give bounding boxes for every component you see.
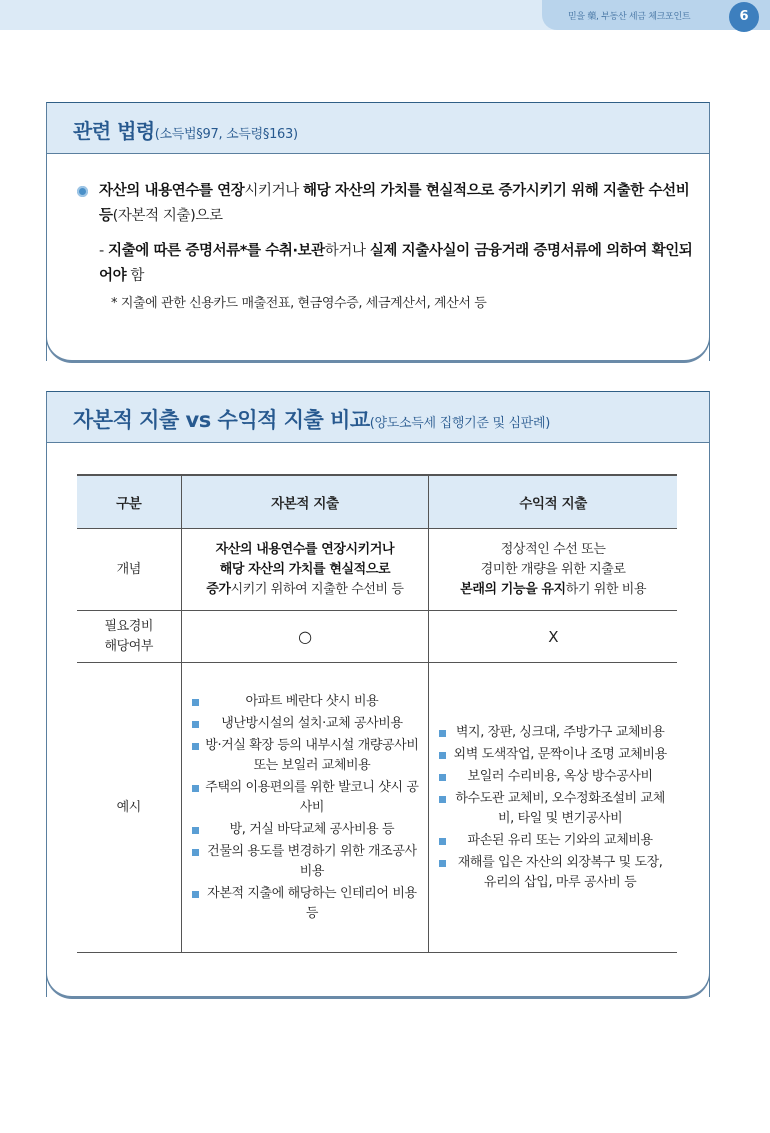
running-title: 믿을 藥, 부동산 세금 체크포인트 — [568, 12, 691, 22]
square-bullet-icon — [439, 752, 446, 759]
list-item — [192, 692, 421, 712]
list-item-text: 냉난방시설의 설치·교체 공사비용 — [221, 715, 403, 731]
list-item-text: 방·거실 확장 등의 내부시설 개량공사비 또는 보일러 교체비용 — [205, 737, 419, 773]
list-item-text: 아파트 베란다 샷시 비용 — [245, 693, 379, 709]
related-law-box — [46, 102, 710, 361]
table-row-examples — [77, 663, 677, 953]
list-item-text: 건물의 용도를 변경하기 위한 개조공사비용 — [207, 843, 417, 879]
list-item — [192, 778, 421, 818]
capital-examples — [181, 663, 429, 953]
square-bullet-icon — [192, 743, 199, 750]
section2-title: 자본적 지출 vs 수익적 지출 비교 — [73, 408, 370, 432]
revenue-examples — [429, 663, 677, 953]
expense-label-a: 필요경비 — [104, 618, 154, 634]
list-item-text: 재해를 입은 자산의 외장복구 및 도장, 유리의 삽입, 마루 공사비 등 — [457, 854, 663, 890]
list-item-text: 벽지, 장판, 싱크대, 주방가구 교체비용 — [455, 724, 665, 740]
box-bottom-curve — [46, 956, 710, 999]
list-item — [439, 745, 669, 765]
bullet-icon — [77, 186, 88, 197]
p1-bold-a: 자산의 내용연수를 연장 — [99, 183, 245, 199]
list-item-text: 외벽 도색작업, 문짝이나 조명 교체비용 — [453, 746, 667, 762]
concept-revenue-b: 경미한 개량을 위한 지출로 — [480, 561, 626, 577]
comparison-header — [47, 392, 709, 443]
concept-revenue — [429, 529, 677, 611]
section2-subtitle: (양도소득세 집행기준 및 심판례) — [369, 416, 551, 431]
list-item — [192, 820, 421, 840]
p1-normal-b: 시키거나 — [244, 183, 304, 199]
list-item — [439, 767, 669, 787]
related-law-body — [77, 179, 697, 316]
expense-label — [77, 611, 181, 663]
list-item-text: 하수도관 교체비, 오수정화조설비 교체비, 타일 및 변기공사비 — [455, 790, 665, 826]
p2-bold-c: 실제 지출사실이 금융거래 증명서류에 의하여 확인되어야 — [99, 243, 693, 284]
concept-revenue-c: 본래의 기능을 유지 — [460, 581, 566, 597]
section1-subtitle: (소득법§97, 소득령§163) — [154, 127, 298, 142]
law-paragraph-1 — [77, 179, 697, 229]
list-item — [192, 714, 421, 734]
square-bullet-icon — [192, 721, 199, 728]
table-row-expense — [77, 611, 677, 663]
p2-normal-b: 하거나 — [324, 243, 370, 259]
square-bullet-icon — [439, 796, 446, 803]
concept-capital — [181, 529, 429, 611]
list-item-text: 보일러 수리비용, 옥상 방수공사비 — [467, 768, 653, 784]
header-category: 구분 — [77, 475, 181, 529]
square-bullet-icon — [192, 699, 199, 706]
comparison-box — [46, 391, 710, 997]
p1-bold-c: 해당 자산의 가치를 현실적으로 증가시키기 위해 지출한 수선비 등 — [99, 183, 690, 224]
square-bullet-icon — [439, 860, 446, 867]
concept-revenue-d: 하기 위한 비용 — [565, 581, 647, 597]
p1-normal-d: (자본적 지출)으로 — [112, 208, 223, 224]
header-capital: 자본적 지출 — [181, 475, 429, 529]
list-item-text: 방, 거실 바닥교체 공사비용 등 — [229, 821, 395, 837]
header-revenue: 수익적 지출 — [429, 475, 677, 529]
p2-normal-d: 함 — [126, 268, 145, 284]
list-item — [439, 853, 669, 893]
concept-label: 개념 — [77, 529, 181, 611]
square-bullet-icon — [192, 785, 199, 792]
concept-capital-d: 시키기 위하여 지출한 수선비 등 — [230, 581, 404, 597]
square-bullet-icon — [439, 774, 446, 781]
comparison-table — [77, 474, 677, 953]
concept-capital-a: 자산의 내용연수를 연장시키거나 — [215, 541, 395, 557]
comparison-title — [73, 404, 550, 434]
list-item — [192, 842, 421, 882]
list-item — [439, 723, 669, 743]
list-item-text: 파손된 유리 또는 기와의 교체비용 — [467, 832, 653, 848]
table-row-concept — [77, 529, 677, 611]
expense-revenue: X — [429, 611, 677, 663]
examples-label: 예시 — [77, 663, 181, 953]
square-bullet-icon — [192, 827, 199, 834]
list-item-text: 주택의 이용편의를 위한 발코니 샷시 공사비 — [205, 779, 419, 815]
section1-title: 관련 법령 — [73, 119, 155, 143]
page-number: 6 — [729, 2, 759, 32]
square-bullet-icon — [439, 838, 446, 845]
square-bullet-icon — [192, 849, 199, 856]
list-item — [192, 884, 421, 924]
list-item-text: 자본적 지출에 해당하는 인테리어 비용 등 — [207, 885, 417, 921]
table-header-row — [77, 475, 677, 529]
concept-revenue-a: 정상적인 수선 또는 — [500, 541, 606, 557]
related-law-header — [47, 103, 709, 154]
law-footnote: * 지출에 관한 신용카드 매출전표, 현금영수증, 세금계산서, 계산서 등 — [111, 296, 487, 311]
list-item — [439, 831, 669, 851]
concept-capital-b: 해당 자산의 가치를 현실적으로 — [219, 561, 391, 577]
p2-dash: - — [99, 243, 109, 259]
square-bullet-icon — [439, 730, 446, 737]
concept-capital-c: 증가 — [206, 581, 231, 597]
expense-capital: ○ — [181, 611, 429, 663]
expense-label-b: 해당여부 — [104, 638, 154, 654]
square-bullet-icon — [192, 891, 199, 898]
box-bottom-curve — [46, 320, 710, 363]
list-item — [439, 789, 669, 829]
related-law-title — [73, 115, 298, 144]
list-item — [192, 736, 421, 776]
p2-bold-a: 지출에 따른 증명서류*를 수취·보관 — [108, 243, 325, 259]
law-paragraph-2 — [77, 239, 697, 289]
